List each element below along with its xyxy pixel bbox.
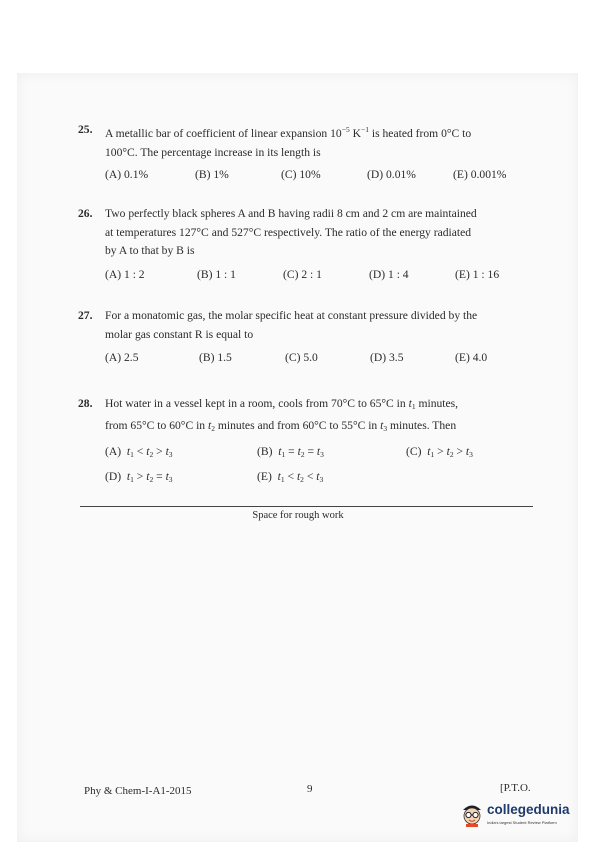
pto-label: [P.T.O. [500,782,531,794]
option-e[interactable]: (E) 0.001% [453,168,507,181]
exponent: −5 [341,125,350,134]
question-text-line: A metallic bar of coefficient of linear expansion 10 [105,127,342,140]
option-c[interactable]: (C) 10% [281,168,321,181]
logo-name: collegedunia [487,802,570,817]
question-text-line: minutes and from 60°C to 55°C in [214,418,381,432]
question-number: 25. [78,123,93,136]
question-text-line: For a monatomic gas, the molar specific heat at constant pressure divided by the [105,309,478,322]
option-a[interactable]: (A) 2.5 [105,351,139,364]
question-text [105,121,533,162]
option-a[interactable]: (A) 0.1% [105,168,149,181]
question-number: 28. [78,397,93,410]
unit: K [349,127,361,140]
option-c[interactable]: (C) $t_1 > t_2 > t_3$ [406,445,473,459]
question-text-line: is heated from 0°C to [368,127,472,140]
question-27 [78,307,533,344]
option-d[interactable]: (D) 0.01% [367,168,416,181]
option-c[interactable]: (C) 2 : 1 [283,268,322,281]
exponent: −1 [361,125,369,134]
question-text-line: at temperatures 127°C and 527°C respectively. The ratio of the energy radiated [105,225,472,239]
collegedunia-logo [455,799,575,835]
question-text-line: minutes. Then [387,418,457,432]
page-number: 9 [307,783,313,795]
option-a[interactable]: (A) 1 : 2 [105,268,145,281]
question-text-line: from 65°C to 60°C in [105,418,208,432]
option-d[interactable]: (D) $t_1 > t_2 = t_3$ [105,470,173,484]
option-d[interactable]: (D) 3.5 [370,351,404,364]
question-text: Hot water in a vessel kept in a room, cools from 70°C to 65°C in $t_1$ minutes, from 65°C to 60°C in $t_2$ minutes and from 60°C to 55°C in $t_3$ minutes. Then [105,397,459,433]
options-28-row-2 [105,470,545,488]
option-d[interactable]: (D) 1 : 4 [369,268,409,281]
option-b[interactable]: (B) $t_1 = t_2 = t_3$ [257,445,324,459]
question-26 [78,205,533,261]
question-text-line: by A to that by B is [105,244,195,257]
mascot-icon [460,801,484,827]
rough-work-label: Space for rough work [252,510,344,521]
question-25 [78,121,533,162]
option-b[interactable]: (B) 1 : 1 [197,268,236,281]
question-28 [78,395,533,438]
option-a[interactable]: (A) $t_1 < t_2 > t_3$ [105,445,173,459]
options-28-row-1 [105,445,545,463]
question-text [105,307,533,344]
option-b[interactable]: (B) 1.5 [199,351,232,364]
question-text-line: Hot water in a vessel kept in a room, cools from 70°C to 65°C in [105,397,409,410]
option-e[interactable]: (E) 4.0 [455,351,488,364]
option-e[interactable]: (E) $t_1 < t_2 < t_3$ [257,470,324,484]
question-text-line: molar gas constant R is equal to [105,327,254,341]
question-number: 27. [78,309,93,322]
paper-code: Phy & Chem-I-A1-2015 [84,785,192,797]
options-27 [105,351,545,369]
options-26 [105,268,545,286]
options-25 [105,168,545,186]
option-c[interactable]: (C) 5.0 [285,351,318,364]
question-number: 26. [78,207,93,220]
question-text-line: minutes, [415,397,459,410]
question-text-line: 100°C. The percentage increase in its length is [105,145,321,159]
divider [80,506,533,507]
option-e[interactable]: (E) 1 : 16 [455,268,500,281]
option-b[interactable]: (B) 1% [195,168,229,181]
question-text [105,205,533,261]
logo-tagline: India's largest Student Review Platform [487,820,557,825]
question-text-line: Two perfectly black spheres A and B having radii 8 cm and 2 cm are maintained [105,207,477,220]
